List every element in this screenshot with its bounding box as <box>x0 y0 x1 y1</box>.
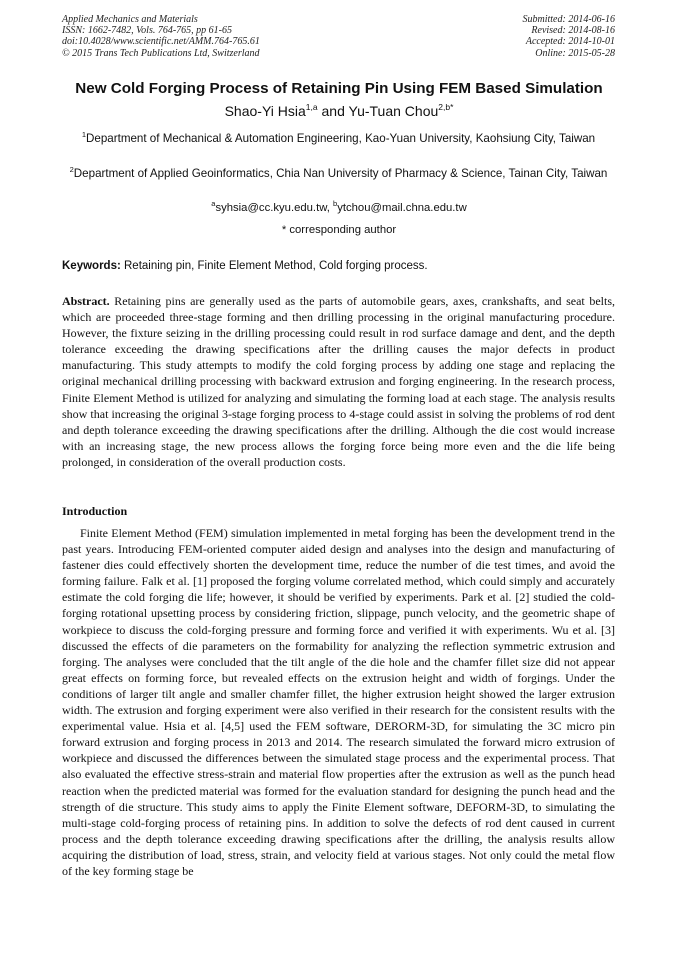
date-accepted: Accepted: 2014-10-01 <box>525 36 615 48</box>
corresponding-author-note: * corresponding author <box>281 224 397 236</box>
affiliation-text: Department of Applied Geoinformatics, Chia Nan University of Pharmacy & Science, Tainan City, Taiwan <box>73 167 608 180</box>
email-link[interactable]: ytchou@mail.chna.edu.tw <box>337 202 467 214</box>
paper-title: New Cold Forging Process of Retaining Pin Using FEM Based Simulation <box>75 80 603 97</box>
abstract <box>62 293 615 470</box>
author-name: Yu-Tuan Chou <box>348 103 439 119</box>
publication-dates <box>523 14 616 59</box>
affiliation-text: Department of Mechanical & Automation Engineering, Kao-Yuan University, Kaohsiung City, Taiwan <box>86 132 596 145</box>
author-emails <box>0 199 678 214</box>
date-online: Online: 2015-05-28 <box>535 47 615 59</box>
author-list <box>0 103 678 119</box>
date-revised: Revised: 2014-08-16 <box>531 25 615 37</box>
journal-name: Applied Mechanics and Materials <box>62 14 198 25</box>
journal-doi: doi:10.4028/www.scientific.net/AMM.764-765.61 <box>62 36 260 48</box>
email-sup: b <box>333 199 338 208</box>
section-heading-introduction: Introduction <box>62 504 128 518</box>
journal-copyright: © 2015 Trans Tech Publications Ltd, Switzerland <box>62 47 260 59</box>
keywords-label: Keywords: <box>62 260 121 272</box>
keywords-text: Retaining pin, Finite Element Method, Cold forging process. <box>120 260 428 272</box>
keywords <box>62 260 615 272</box>
affiliation-sup: 1 <box>81 130 87 139</box>
affiliation-2 <box>62 166 615 181</box>
journal-info <box>62 14 260 59</box>
affiliation-sup: 2 <box>69 165 74 174</box>
author-affiliation-sup: 2,b* <box>438 102 454 112</box>
author-name: Shao-Yi Hsia <box>224 103 306 119</box>
abstract-text: Retaining pins are generally used as the parts of automobile gears, axes, crankshafts, and seat belts, which are proceeded three-stage forming and then drilling processing in the original manufacturing procedure. However, the fixture seizing in the drilling processing could result in rod surface damage and dent, and the depth tolerance exceeding the drawing specifications after the drilling causes the major defects in product manufacturing. This study attempts to modify the cold forging process by adding one stage and replacing the original mechanical drilling processing with backward extrusion and forging engineering. In the research process, Finite Element Method is utilized for analyzing and simulating the forming load at each stage. The analysis results show that increasing the original 3-stage forging process to 4-stage could assist in solving the problems of rod dent and depth tolerance exceeding the drawing specifications after the drilling. Although the die cost would increase with an increasing stage, the new process allows the forging force being more even and the die life being prolonged, in consideration of the overall production costs. <box>62 294 615 469</box>
abstract-label: Abstract. <box>62 294 110 308</box>
author-affiliation-sup: 1,a <box>305 102 318 112</box>
email-link[interactable]: syhsia@cc.kyu.edu.tw, <box>215 202 334 214</box>
date-submitted: Submitted: 2014-06-16 <box>522 14 615 25</box>
affiliation-1 <box>62 131 615 146</box>
journal-issn: ISSN: 1662-7482, Vols. 764-765, pp 61-65 <box>62 25 232 37</box>
email-sup: a <box>211 199 216 208</box>
author-conjunction: and <box>317 103 349 119</box>
introduction-paragraph: Finite Element Method (FEM) simulation implemented in metal forging has been the development trend in the past years. Introducing FEM-oriented computer aided design and analyses into the design and manufacturing of fastener dies could effectively shorten the development time, reduce the number of die test times, and avoid the forming failure. Falk et al. [1] proposed the forging volume correlated method, which could simply and accurately estimate the cold forging die life; however, it should be verified by experiments. Park et al. [2] studied the cold-forging rotational upsetting process by considering friction, slippage, punch velocity, and the geometric shape of workpiece to discuss the cold-forging pressure and forming force and verified it with experiments. Wu et al. [3] discussed the effects of die parameters on the formability for analyzing the reflection symmetric extrusion and forging. The analyses were concluded that the tilt angle of the die hole and the chamfer fillet size did not appear great effects on forming force, but revealed effects on the extrusion height and width of forgings. Under the conditions of larger tilt angle and smaller chamfer fillet, the higher extrusion height showed the larger extrusion width. The extrusion and forging experiment were also verified in their research for the consistent results with the experimental value. Hsia et al. [4,5] used the FEM software, DERORM-3D, for simulating the 3C micro pin forward extrusion and forging process in 2013 and 2014. The research simulated the forward micro extrusion of workpiece and discussed the differences between the simulated stage process and the experimental process. That also evaluated the effective stress-strain and material flow properties after the extrusion as well as the punch head reaction when the predicted material was formed for the evaluation standard for designing the punch head and the strength of die structure. This study aims to apply the Finite Element software, DEFORM-3D, to simulating the multi-stage cold-forging process of retaining pins. In addition to solve the defects of rod dent caused in current process and the depth tolerance exceeding drawing specifications after the drilling, the analysis results allow acquiring the distribution of load, stress, strain, and velocity field at various stages. Not only could the metal flow of the key forming stage be <box>62 526 615 878</box>
